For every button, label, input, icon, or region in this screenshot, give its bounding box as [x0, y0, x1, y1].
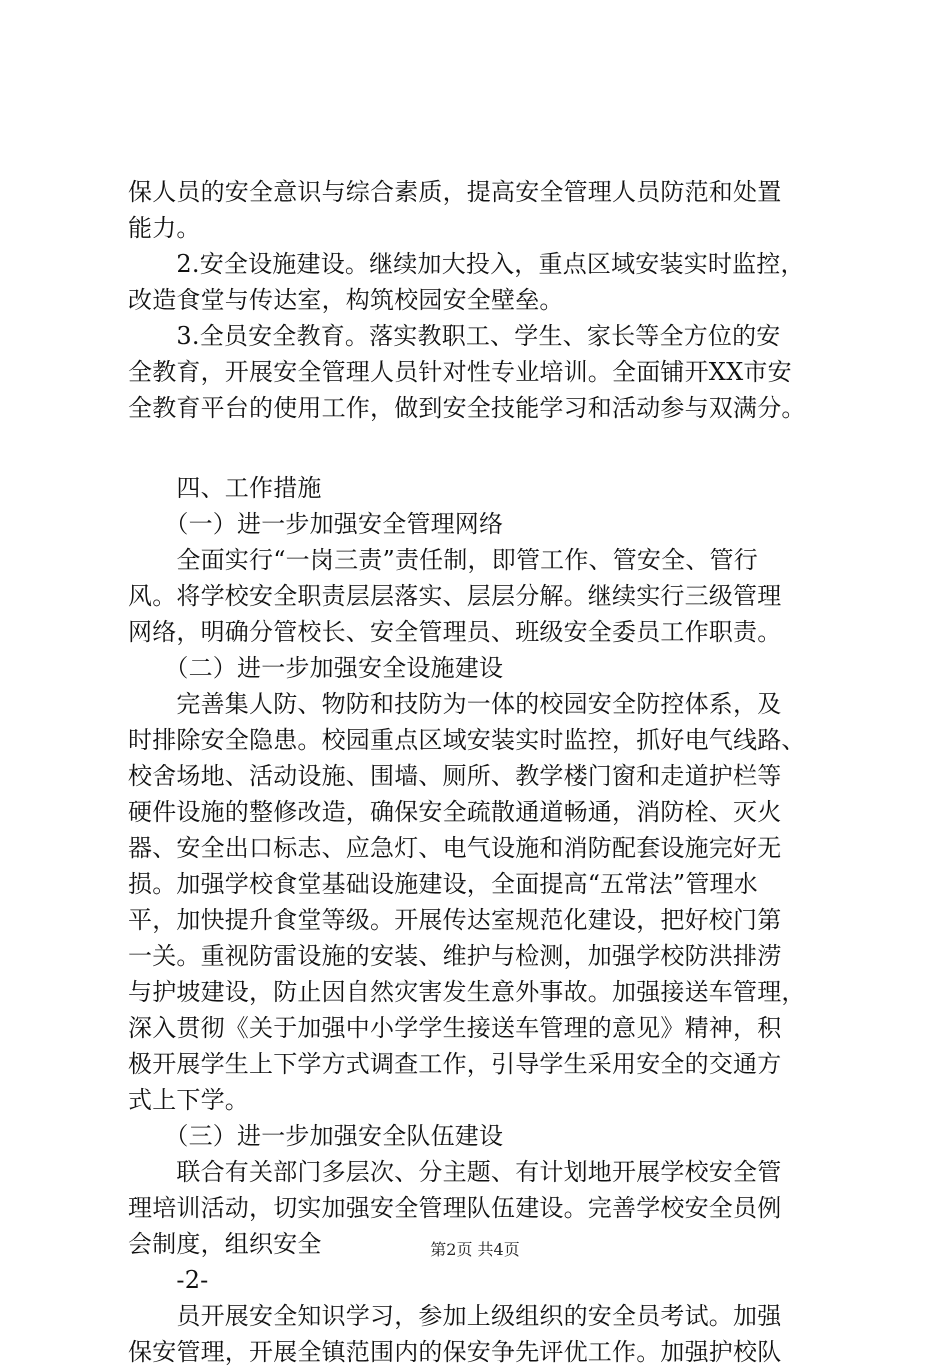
text-line: 保安管理，开展全镇范围内的保安争先评优工作。加强护校队	[128, 1338, 782, 1366]
text-line: 平，加快提升食堂等级。开展传达室规范化建设，把好校门第	[128, 906, 782, 934]
text-line: 保人员的安全意识与综合素质，提高安全管理人员防范和处置	[128, 178, 782, 206]
text-line: 深入贯彻《关于加强中小学学生接送车管理的意见》精神，积	[128, 1014, 782, 1042]
text-line: 与护坡建设，防止因自然灾害发生意外事故。加强接送车管理，	[128, 978, 806, 1006]
text-line: 能力。	[128, 214, 201, 242]
text-line: 改造食堂与传达室，构筑校园安全壁垒。	[128, 286, 564, 314]
text-line: 极开展学生上下学方式调查工作，引导学生采用安全的交通方	[128, 1050, 782, 1078]
text-line: 一关。重视防雷设施的安装、维护与检测，加强学校防洪排涝	[128, 942, 782, 970]
text-line: 网络，明确分管校长、安全管理员、班级安全委员工作职责。	[128, 618, 782, 646]
text-line: 完善集人防、物防和技防为一体的校园安全防控体系，及	[128, 690, 782, 718]
text-line: 器、安全出口标志、应急灯、电气设施和消防配套设施完好无	[128, 834, 782, 862]
text-line: 硬件设施的整修改造，确保安全疏散通道畅通，消防栓、灭火	[128, 798, 782, 826]
paragraph-gap	[128, 426, 838, 470]
text-line: 全教育，开展安全管理人员针对性专业培训。全面铺开XX市安	[128, 358, 792, 386]
document-body	[128, 174, 838, 1370]
page-footer: 第2页 共4页	[430, 1240, 520, 1259]
inline-page-number: -2-	[128, 1266, 209, 1294]
text-line: 式上下学。	[128, 1086, 249, 1114]
subsection-heading: （二）进一步加强安全设施建设	[128, 654, 504, 682]
text-line: 员开展安全知识学习，参加上级组织的安全员考试。加强	[128, 1302, 782, 1330]
text-line: 联合有关部门多层次、分主题、有计划地开展学校安全管	[128, 1158, 782, 1186]
text-line: 全面实行“一岗三责”责任制，即管工作、管安全、管行	[128, 546, 758, 574]
subsection-heading: （一）进一步加强安全管理网络	[128, 510, 504, 538]
text-line: 风。将学校安全职责层层落实、层层分解。继续实行三级管理	[128, 582, 782, 610]
text-line: 3.全员安全教育。落实教职工、学生、家长等全方位的安	[128, 322, 781, 350]
text-line: 会制度，组织安全	[128, 1230, 322, 1258]
text-line: 全教育平台的使用工作，做到安全技能学习和活动参与双满分。	[128, 394, 806, 422]
text-line: 校舍场地、活动设施、围墙、厕所、教学楼门窗和走道护栏等	[128, 762, 782, 790]
text-line: 时排除安全隐患。校园重点区域安装实时监控，抓好电气线路、	[128, 726, 806, 754]
text-line: 2.安全设施建设。继续加大投入，重点区域安装实时监控，	[128, 250, 805, 278]
text-line: 损。加强学校食堂基础设施建设，全面提高“五常法”管理水	[128, 870, 758, 898]
subsection-heading: （三）进一步加强安全队伍建设	[128, 1122, 504, 1150]
text-line: 理培训活动，切实加强安全管理队伍建设。完善学校安全员例	[128, 1194, 782, 1222]
section-heading: 四、工作措施	[128, 474, 322, 502]
